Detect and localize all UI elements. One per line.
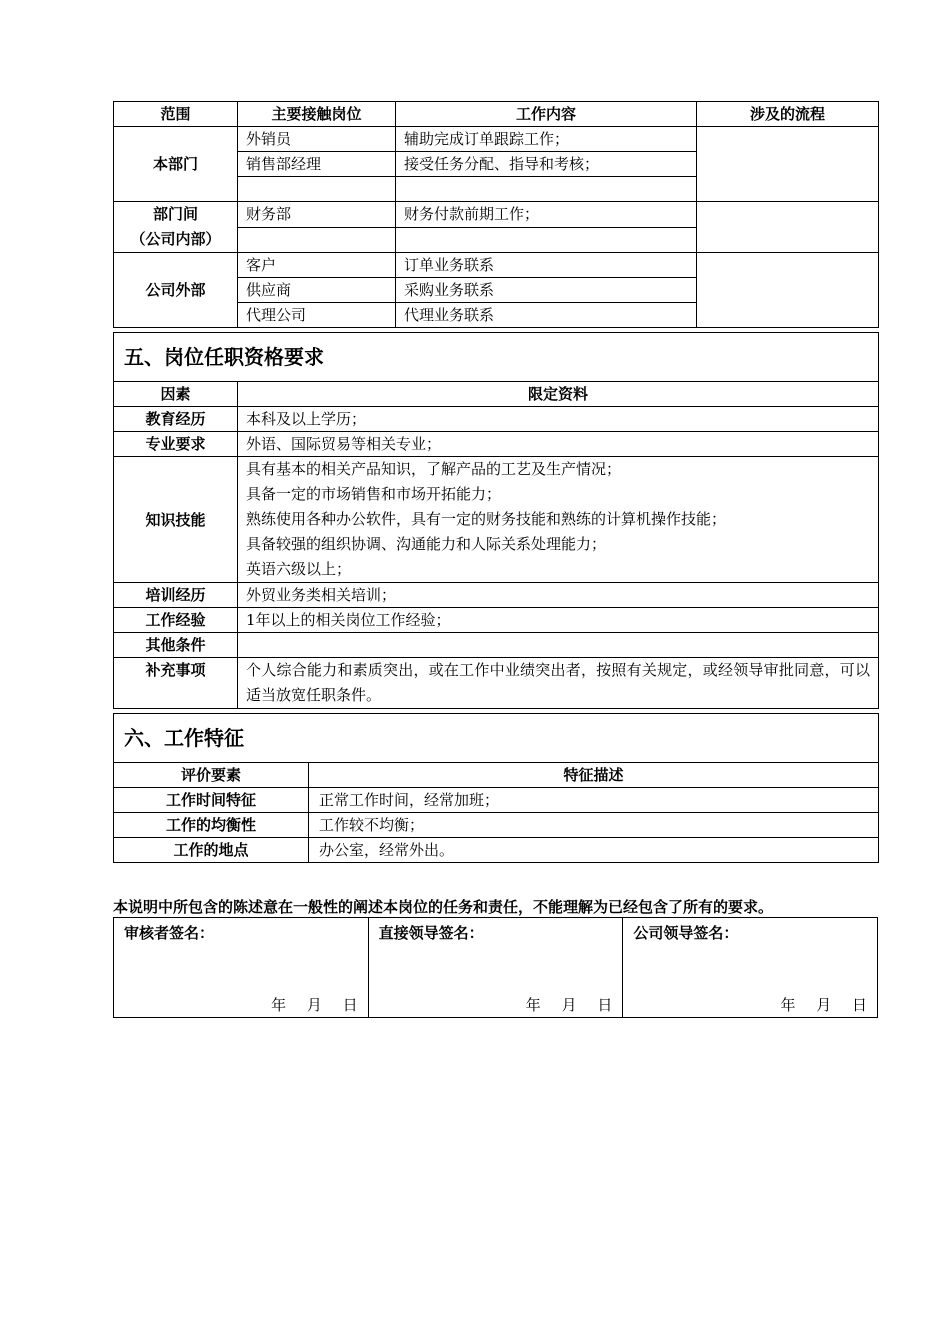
features-table [113,713,879,863]
table-row [114,788,879,813]
position-cell: 代理公司 [238,303,396,328]
process-cell [697,202,879,253]
content-cell: 订单业务联系 [396,253,697,278]
label-education: 教育经历 [114,407,238,432]
section-title-row [114,714,879,763]
position-cell [238,177,396,202]
qualifications-table [113,332,879,709]
section-title-row [114,333,879,382]
skill-line: 具备较强的组织协调、沟通能力和人际关系处理能力； [246,535,607,553]
content-cell: 辅助完成订单跟踪工作； [396,127,697,152]
scope-inter-dept-line2: （公司内部） [130,230,221,248]
scope-external: 公司外部 [114,253,238,328]
process-cell [697,127,879,202]
label-other: 其他条件 [114,633,238,658]
table-row [114,658,879,709]
contacts-table [113,101,879,328]
label-supplement: 补充事项 [114,658,238,709]
scope-inter-dept-line1: 部门间 [152,205,198,223]
table-row [114,633,879,658]
label-balance: 工作的均衡性 [114,813,309,838]
position-cell [238,227,396,253]
header-description: 特征描述 [309,763,879,788]
label-major: 专业要求 [114,432,238,457]
position-cell: 财务部 [238,202,396,228]
qualifications-header-row [114,382,879,407]
label-training: 培训经历 [114,583,238,608]
value-education: 本科及以上学历； [238,407,879,432]
company-leader-signature-label: 公司领导签名： [633,924,739,942]
value-work-time: 正常工作时间，经常加班； [309,788,879,813]
table-row [114,202,879,228]
value-skills [238,457,879,583]
skill-line: 具有基本的相关产品知识，了解产品的工艺及生产情况； [246,460,622,478]
value-supplement: 个人综合能力和素质突出，或在工作中业绩突出者，按照有关规定，或经领导审批同意，可以适当放宽任职条件。 [238,658,879,709]
features-header-row [114,763,879,788]
skill-line: 英语六级以上； [246,560,352,578]
scope-inter-dept [114,202,238,253]
table-row [114,608,879,633]
reviewer-date: 年 月 日 [271,996,358,1014]
reviewer-signature-label: 审核者签名： [124,924,215,942]
content-cell: 采购业务联系 [396,278,697,303]
company-leader-date: 年 月 日 [780,996,868,1014]
value-location: 办公室，经常外出。 [309,838,879,863]
content-cell: 接受任务分配、指导和考核； [396,152,697,177]
content-cell: 财务付款前期工作； [396,202,697,228]
position-cell: 客户 [238,253,396,278]
direct-leader-signature-label: 直接领导签名： [378,924,484,942]
header-detail: 限定资料 [238,382,879,407]
header-scope: 范围 [114,102,238,127]
content-cell: 代理业务联系 [396,303,697,328]
content-cell [396,227,697,253]
value-major: 外语、国际贸易等相关专业； [238,432,879,457]
label-work-time: 工作时间特征 [114,788,309,813]
reviewer-signature-box[interactable] [113,917,369,1018]
table-row [114,583,879,608]
position-cell: 销售部经理 [238,152,396,177]
direct-leader-signature-box[interactable] [368,917,624,1018]
section-title-qualifications: 五、岗位任职资格要求 [114,333,879,382]
contacts-header-row [114,102,879,127]
value-experience: 1年以上的相关岗位工作经验； [238,608,879,633]
table-row [114,407,879,432]
table-row [114,127,879,152]
header-factor: 因素 [114,382,238,407]
table-row [114,432,879,457]
position-cell: 供应商 [238,278,396,303]
header-evaluation: 评价要素 [114,763,309,788]
content-cell [396,177,697,202]
table-row [114,457,879,583]
position-cell: 外销员 [238,127,396,152]
value-training: 外贸业务类相关培训； [238,583,879,608]
table-row [114,253,879,278]
disclaimer-text: 本说明中所包含的陈述意在一般性的阐述本岗位的任务和责任，不能理解为已经包含了所有的要求。 [113,898,774,916]
header-process: 涉及的流程 [697,102,879,127]
label-experience: 工作经验 [114,608,238,633]
value-other [238,633,879,658]
table-row [114,838,879,863]
direct-leader-date: 年 月 日 [525,996,613,1014]
section-title-features: 六、工作特征 [114,714,879,763]
label-location: 工作的地点 [114,838,309,863]
skill-line: 熟练使用各种办公软件，具有一定的财务技能和熟练的计算机操作技能； [246,510,727,528]
table-row [114,813,879,838]
skill-line: 具备一定的市场销售和市场开拓能力； [246,485,502,503]
header-position: 主要接触岗位 [238,102,396,127]
value-balance: 工作较不均衡； [309,813,879,838]
company-leader-signature-box[interactable] [622,917,878,1018]
header-content: 工作内容 [396,102,697,127]
signature-section [113,917,878,1018]
scope-own-dept: 本部门 [114,127,238,202]
label-skills: 知识技能 [114,457,238,583]
process-cell [697,253,879,328]
